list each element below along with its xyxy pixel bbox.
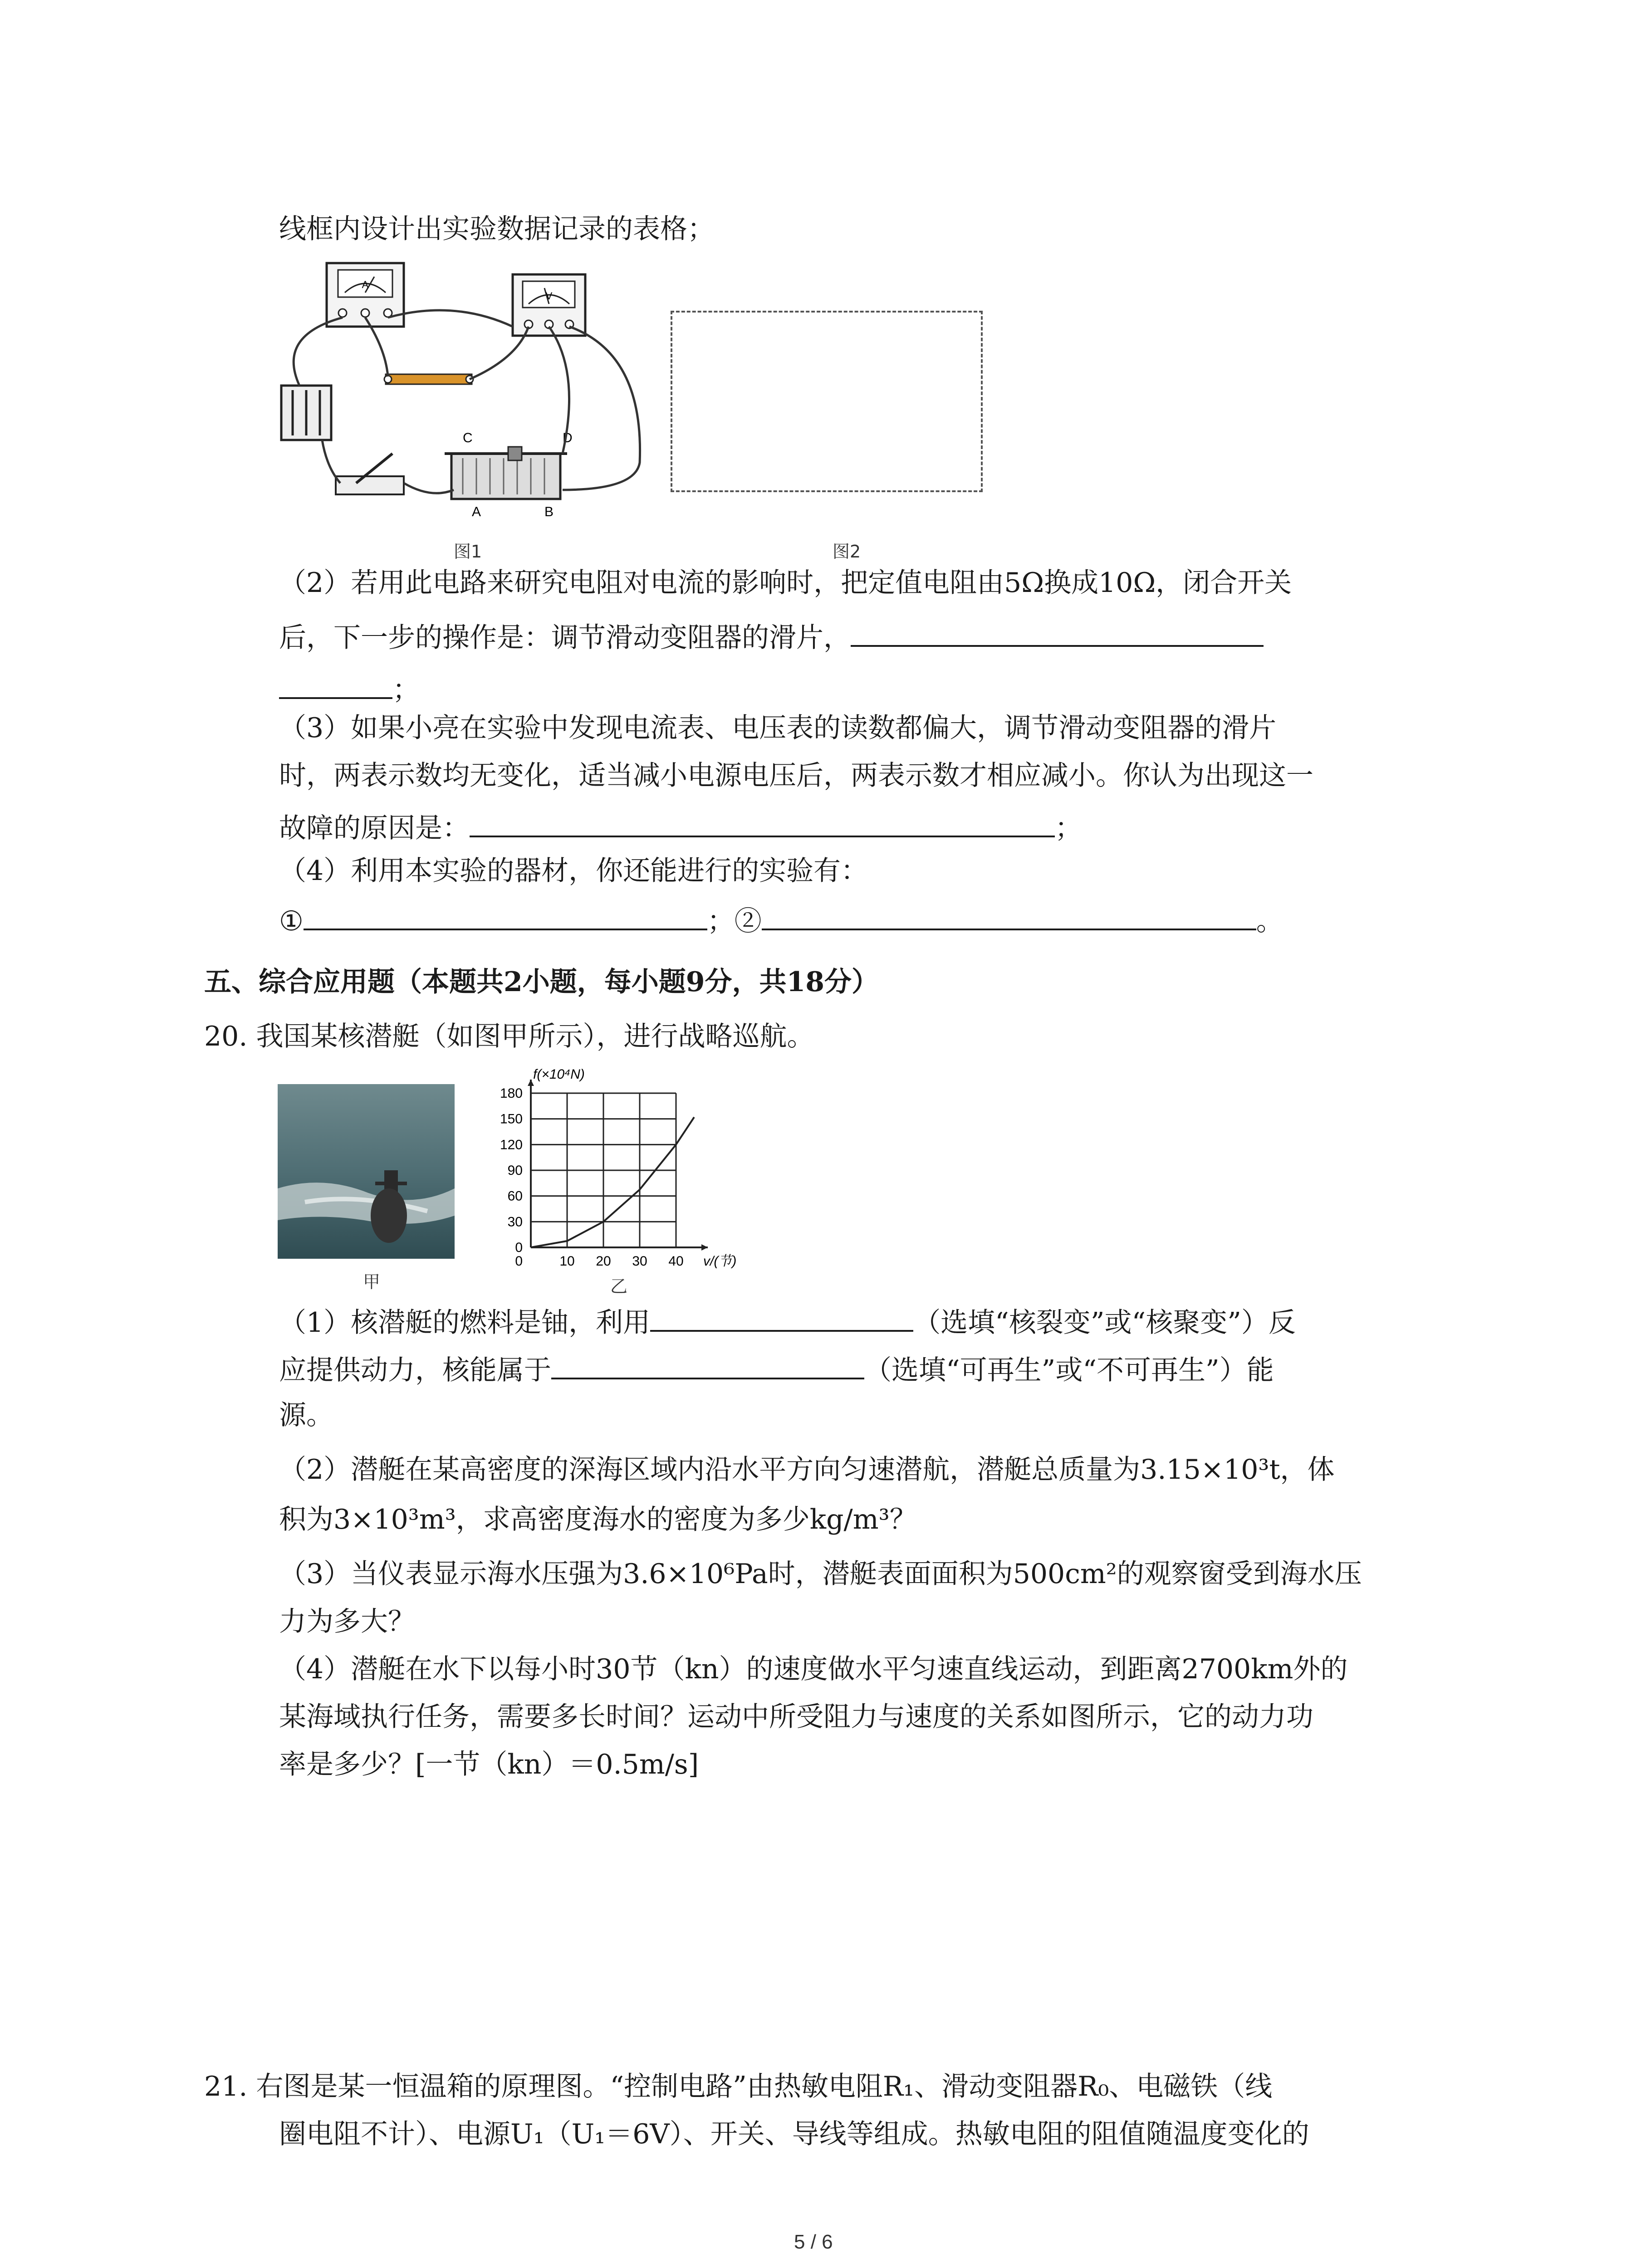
q20-part1-answer1-blank[interactable] bbox=[650, 1306, 913, 1332]
q21-number: 21. bbox=[204, 2071, 248, 2102]
q19-part3-line3 bbox=[279, 812, 1082, 842]
chart-y-tick-label: 60 bbox=[507, 1188, 523, 1204]
battery-icon bbox=[281, 386, 331, 440]
q19-part2-text: 后，下一步的操作是：调节滑动变阻器的滑片， bbox=[279, 622, 851, 654]
q19-part2-line2 bbox=[279, 621, 1264, 654]
q20-part4-line1: （4）潜艇在水下以每小时30节（kn）的速度做水平匀速直线运动，到距离2700km外的 bbox=[279, 1653, 1348, 1685]
q19-part3-line1: （3）如果小亮在实验中发现电流表、电压表的读数都偏大，调节滑动变阻器的滑片 bbox=[279, 712, 1277, 744]
q19-part2-line1: （2）若用此电路来研究电阻对电流的影响时，把定值电阻由5Ω换成10Ω，闭合开关 bbox=[279, 567, 1292, 599]
terminal-d-label: D bbox=[563, 430, 573, 445]
chart-series-line bbox=[531, 1117, 694, 1247]
q19-part2-line3 bbox=[279, 674, 420, 704]
q21-line1 bbox=[204, 2073, 1272, 2100]
q20-part4-line2: 某海域执行任务，需要多长时间？运动中所受阻力与速度的关系如图所示，它的动力功 bbox=[279, 1701, 1313, 1733]
q20-part1-text-c: 应提供动力，核能属于 bbox=[279, 1354, 551, 1386]
switch-icon bbox=[336, 454, 404, 494]
chart-y-axis-label: f(×10⁴N) bbox=[533, 1067, 585, 1082]
rheostat-icon bbox=[445, 430, 573, 519]
q20-part1-text-a: （1）核潜艇的燃料是铀，利用 bbox=[279, 1307, 651, 1339]
voltmeter-letter: V bbox=[545, 290, 553, 302]
q20-part3-line1: （3）当仪表显示海水压强为3.6×10⁶Pa时，潜艇表面面积为500cm²的观察窗受到海水压 bbox=[279, 1558, 1362, 1590]
chart-y-tick-label: 0 bbox=[515, 1240, 523, 1255]
page-number: 5 / 6 bbox=[794, 2231, 833, 2253]
q19-part2-answer-blank-cont[interactable] bbox=[279, 674, 392, 699]
fig1-label: 图1 bbox=[454, 542, 482, 562]
graph-label: 乙 bbox=[610, 1276, 628, 1296]
q20-part4-line3: 率是多少？[一节（kn）＝0.5m/s] bbox=[279, 1749, 699, 1780]
submarine-photo bbox=[278, 1084, 455, 1259]
chart-y-tick-label: 30 bbox=[507, 1214, 523, 1230]
q20-part1-answer2-blank[interactable] bbox=[551, 1354, 864, 1379]
chart-origin-label: 0 bbox=[515, 1254, 523, 1269]
section5-heading: 五、综合应用题（本题共2小题，每小题9分，共18分） bbox=[204, 966, 879, 998]
q19-part3-line2: 时，两表示数均无变化，适当减小电源电压后，两表示数才相应减小。你认为出现这一 bbox=[279, 760, 1313, 792]
chart-x-tick-label: 20 bbox=[596, 1254, 611, 1269]
q19-part3-text: 故障的原因是： bbox=[279, 812, 470, 844]
q20-part2-line2: 积为3×10³m³，求高密度海水的密度为多少kg/m³？ bbox=[279, 1504, 917, 1535]
q19-part4-sep: ；② bbox=[707, 905, 762, 937]
chart-x-tick-label: 40 bbox=[668, 1254, 684, 1269]
circuit-figure-1 bbox=[272, 254, 681, 535]
q20-part1-text-b: （选填“核裂变”或“核聚变”）反 bbox=[913, 1307, 1296, 1339]
q19-part4-answer1-blank[interactable] bbox=[304, 905, 707, 930]
q19-intro-line: 线框内设计出实验数据记录的表格； bbox=[279, 213, 715, 245]
q19-part3-answer-blank[interactable] bbox=[470, 812, 1055, 837]
q19-part2-end: ； bbox=[392, 674, 420, 706]
q20-part1-line3: 源。 bbox=[279, 1399, 333, 1431]
chart-y-tick-label: 180 bbox=[500, 1086, 523, 1101]
q21-line2: 圈电阻不计）、电源U₁（U₁＝6V）、开关、导线等组成。热敏电阻的阻值随温度变化的 bbox=[279, 2118, 1309, 2150]
q20-intro-line bbox=[204, 1023, 814, 1050]
q20-intro: 我国某核潜艇（如图甲所示），进行战略巡航。 bbox=[256, 1021, 814, 1052]
terminal-a-label: A bbox=[472, 504, 481, 519]
q19-part4-end: 。 bbox=[1256, 905, 1283, 937]
q20-part3-line2: 力为多大？ bbox=[279, 1606, 415, 1637]
chart-y-tick-label: 150 bbox=[500, 1111, 523, 1127]
chart-y-tick-label: 120 bbox=[500, 1137, 523, 1153]
chart-x-tick-label: 30 bbox=[632, 1254, 647, 1269]
q21-text1: 右图是某一恒温箱的原理图。“控制电路”由热敏电阻R₁、滑动变阻器R₀、电磁铁（线 bbox=[256, 2071, 1273, 2102]
resistance-speed-chart bbox=[481, 1066, 762, 1284]
q19-part4-mark1: ① bbox=[279, 905, 304, 937]
q19-part3-end: ； bbox=[1055, 812, 1082, 844]
table-answer-box[interactable] bbox=[671, 311, 983, 492]
chart-y-tick-label: 90 bbox=[507, 1163, 523, 1178]
q20-part1-line1 bbox=[279, 1306, 1296, 1339]
ammeter-letter: A bbox=[362, 279, 369, 290]
q19-part4-line2 bbox=[279, 905, 1283, 935]
q20-part1-line2 bbox=[279, 1354, 1274, 1384]
chart-x-tick-label: 10 bbox=[559, 1254, 575, 1269]
chart-x-axis-label: v/(节) bbox=[703, 1254, 737, 1269]
fixed-resistor-icon bbox=[384, 374, 473, 384]
q19-part4-line1: （4）利用本实验的器材，你还能进行的实验有： bbox=[279, 855, 868, 887]
fig2-label: 图2 bbox=[833, 542, 861, 562]
terminal-c-label: C bbox=[463, 430, 473, 445]
chart-x-arrow bbox=[701, 1244, 708, 1251]
q20-part2-line1: （2）潜艇在某高密度的深海区域内沿水平方向匀速潜航，潜艇总质量为3.15×10³t，体 bbox=[279, 1454, 1335, 1486]
q20-number: 20. bbox=[204, 1021, 248, 1052]
voltmeter-icon bbox=[513, 274, 585, 336]
q19-part4-answer2-blank[interactable] bbox=[762, 905, 1256, 930]
photo-label: 甲 bbox=[363, 1272, 381, 1292]
q19-part2-answer-blank[interactable] bbox=[851, 621, 1264, 647]
q20-part1-text-d: （选填“可再生”或“不可再生”）能 bbox=[864, 1354, 1274, 1386]
terminal-b-label: B bbox=[544, 504, 554, 519]
